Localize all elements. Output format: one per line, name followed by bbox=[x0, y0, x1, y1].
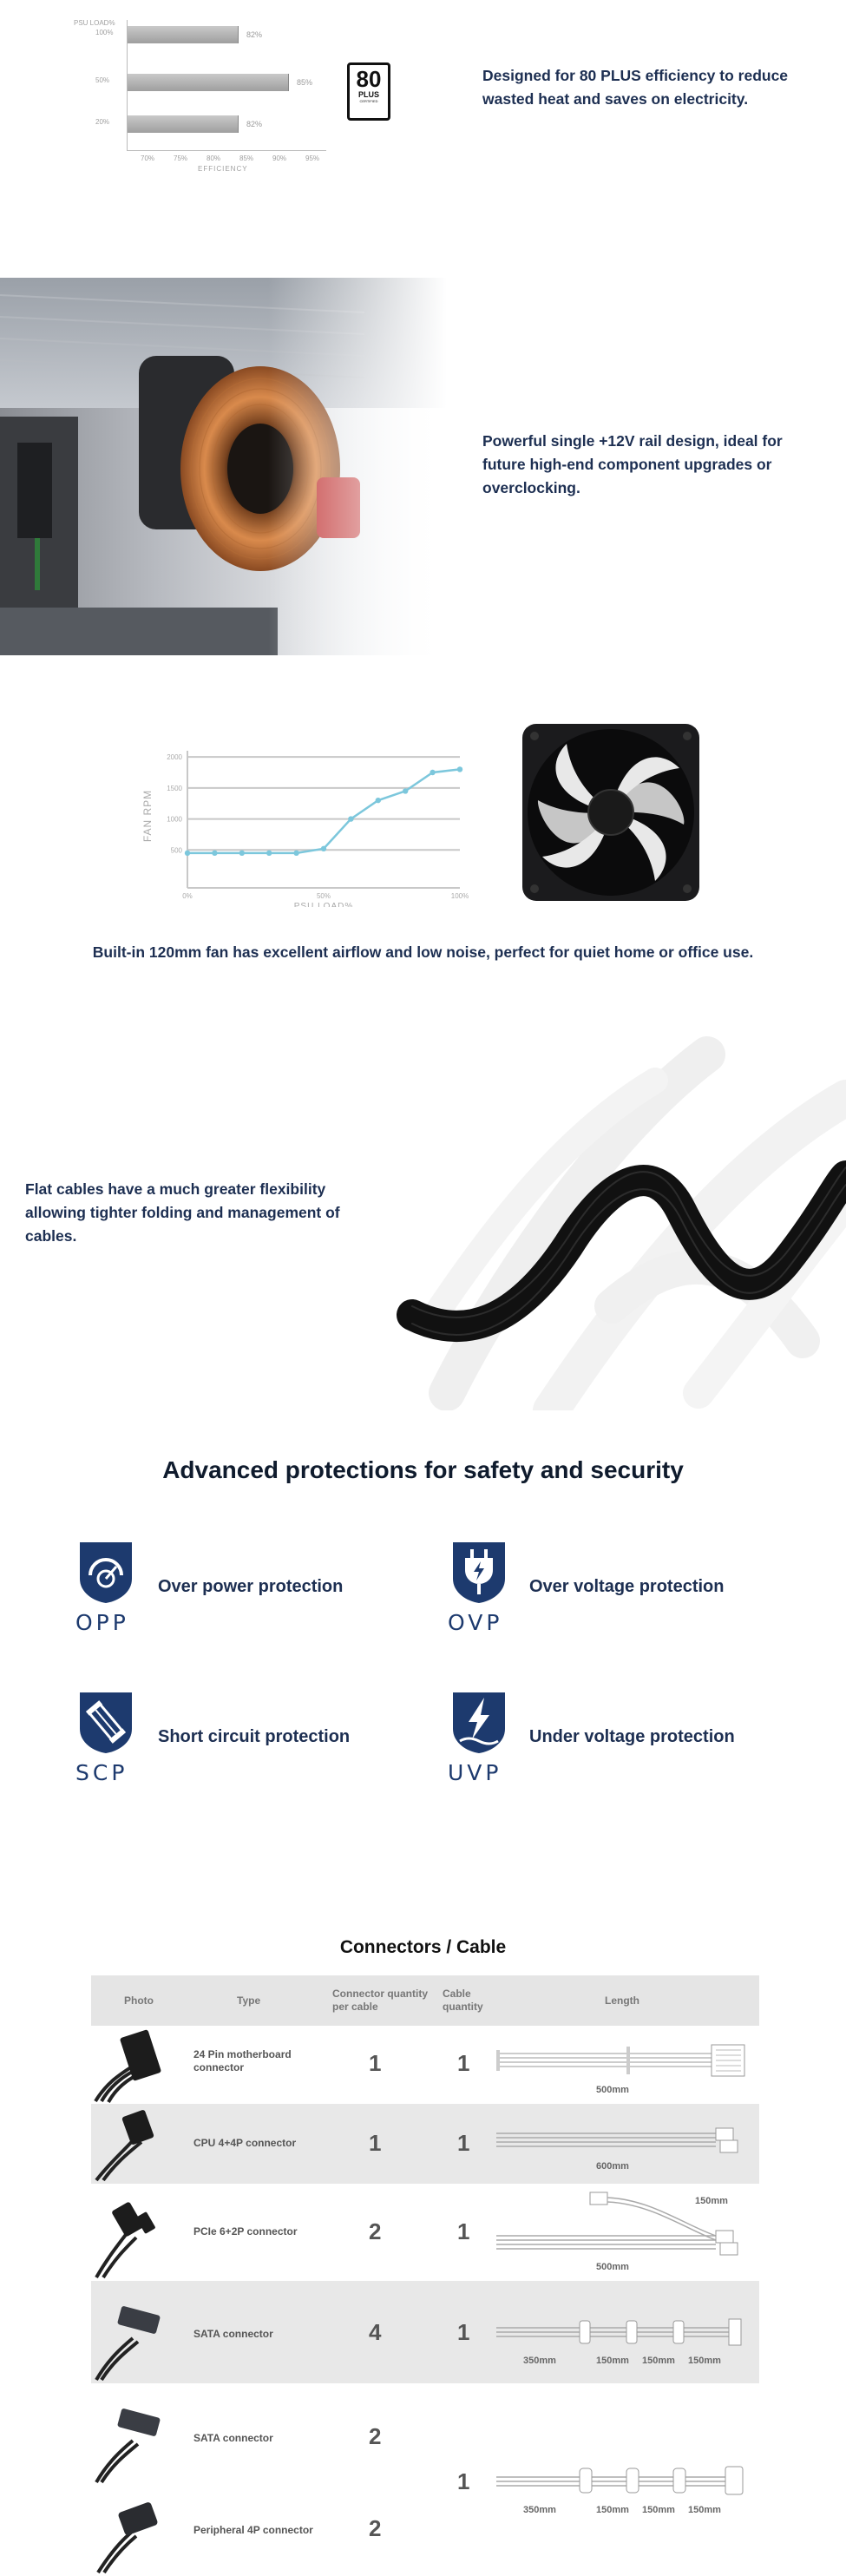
fuse-icon bbox=[78, 1691, 134, 1755]
fan-photo bbox=[519, 720, 703, 904]
x-axis-label: PSU LOAD% bbox=[293, 902, 354, 907]
protection-label: Under voltage protection bbox=[529, 1727, 735, 1746]
y-tick-label: 500 bbox=[170, 846, 182, 855]
connector-type bbox=[193, 2432, 273, 2445]
header-qty bbox=[332, 1988, 428, 2014]
data-point bbox=[321, 846, 326, 851]
header-qty-line1: Connector quantity bbox=[332, 1988, 428, 2000]
protection-abbr: UVP bbox=[448, 1760, 502, 1785]
x-tick: 95% bbox=[305, 154, 320, 162]
connector-photo-sata-2 bbox=[91, 2401, 174, 2484]
table-row bbox=[91, 2184, 759, 2281]
cable-length: 600mm bbox=[596, 2161, 629, 2172]
connector-type-line2: connector bbox=[193, 2061, 245, 2073]
protection-label: Over power protection bbox=[158, 1577, 344, 1596]
data-point bbox=[403, 788, 408, 793]
connector-type bbox=[193, 2225, 298, 2238]
data-point bbox=[266, 851, 272, 856]
cable-length: 150mm bbox=[642, 2356, 675, 2366]
cable-length: 150mm bbox=[596, 2505, 629, 2515]
rail-text: Powerful single +12V rail design, ideal for future high-end component upgrades or overclocking. bbox=[482, 432, 783, 496]
load-label-20: 20% bbox=[95, 118, 110, 126]
table-row bbox=[91, 2281, 759, 2383]
data-point bbox=[348, 816, 353, 821]
x-tick: 90% bbox=[272, 154, 287, 162]
gauge-icon bbox=[78, 1541, 134, 1605]
coil-photo bbox=[0, 278, 447, 655]
efficiency-text: Designed for 80 PLUS efficiency to reduce wasted heat and saves on electricity. bbox=[482, 67, 789, 108]
data-point bbox=[376, 798, 381, 803]
data-point bbox=[185, 851, 190, 856]
data-point bbox=[293, 851, 298, 856]
protection-label: Over voltage protection bbox=[529, 1577, 725, 1596]
connector-qty: 2 bbox=[369, 2423, 382, 2449]
connector-type bbox=[193, 2328, 273, 2341]
connector-type-line1: CPU 4+4P connector bbox=[193, 2137, 297, 2149]
cable-qty: 1 bbox=[457, 2468, 470, 2494]
series-line bbox=[187, 769, 460, 852]
header-length: Length bbox=[605, 1994, 639, 2007]
table-row bbox=[91, 2487, 759, 2576]
cable-diagram-24pin bbox=[495, 2043, 759, 2078]
cable-qty: 1 bbox=[457, 2130, 470, 2156]
x-tick: 70% bbox=[141, 154, 155, 162]
cable-length: 150mm bbox=[695, 2196, 728, 2206]
header-cable-line2: quantity bbox=[443, 2001, 483, 2013]
cables-text: Flat cables have a much greater flexibility allowing tighter folding and management of cables. bbox=[25, 1180, 340, 1245]
cable-length: 500mm bbox=[596, 2085, 629, 2095]
y-tick-label: 2000 bbox=[167, 753, 182, 762]
badge-number: 80 bbox=[356, 66, 382, 92]
header-cable-line1: Cable bbox=[443, 1988, 471, 2000]
protection-opp bbox=[75, 1541, 390, 1636]
y-axis-label: FAN RPM bbox=[141, 789, 154, 843]
coil-illustration bbox=[0, 278, 447, 655]
cable-length: 350mm bbox=[523, 2356, 556, 2366]
efficiency-bar-20 bbox=[128, 115, 239, 133]
protection-uvp bbox=[449, 1691, 779, 1786]
connector-qty: 4 bbox=[369, 2319, 382, 2345]
efficiency-chart bbox=[69, 16, 330, 172]
y-tick-label: 1500 bbox=[167, 784, 182, 792]
header-type: Type bbox=[237, 1994, 261, 2007]
table-row bbox=[91, 2104, 759, 2184]
badge-cert: CERTIFIED bbox=[359, 99, 378, 103]
connector-qty: 1 bbox=[369, 2050, 382, 2076]
data-point bbox=[430, 770, 435, 775]
connector-qty: 2 bbox=[369, 2515, 382, 2541]
protection-abbr: OVP bbox=[448, 1610, 503, 1635]
table-row bbox=[91, 2026, 759, 2104]
load-label-50: 50% bbox=[95, 76, 110, 84]
cable-length: 150mm bbox=[688, 2356, 721, 2366]
cable-diagram-cpu bbox=[495, 2125, 759, 2156]
load-axis-label: PSU LOAD% bbox=[74, 19, 115, 27]
connectors-title: Connectors / Cable bbox=[339, 1937, 507, 1957]
connector-type bbox=[193, 2137, 296, 2150]
cable-length: 150mm bbox=[596, 2356, 629, 2366]
data-point bbox=[212, 851, 217, 856]
x-tick-label: 0% bbox=[182, 892, 193, 900]
protection-label: Short circuit protection bbox=[158, 1727, 351, 1746]
protection-abbr: SCP bbox=[75, 1760, 128, 1785]
connector-photo-cpu bbox=[91, 2107, 174, 2182]
protection-abbr: OPP bbox=[75, 1610, 129, 1635]
protection-scp bbox=[75, 1691, 390, 1786]
connector-type-line1: SATA connector bbox=[193, 2328, 273, 2340]
connector-type-line1: 24 Pin motherboard bbox=[193, 2048, 292, 2060]
efficiency-value-50: 85% bbox=[297, 78, 313, 87]
header-cable bbox=[443, 1988, 483, 2014]
cable-qty: 1 bbox=[457, 2319, 470, 2345]
x-tick-label: 50% bbox=[316, 892, 331, 900]
protection-ovp bbox=[449, 1541, 779, 1636]
cable-length: 150mm bbox=[688, 2505, 721, 2515]
connector-photo-peripheral bbox=[91, 2494, 174, 2574]
fan-illustration bbox=[519, 720, 703, 904]
badge-plus: PLUS bbox=[357, 90, 379, 99]
connector-type-line1: PCIe 6+2P connector bbox=[193, 2225, 298, 2238]
connector-type-line1: Peripheral 4P connector bbox=[193, 2524, 313, 2536]
plug-bolt-icon bbox=[451, 1541, 507, 1605]
flat-cable-photo bbox=[395, 1028, 846, 1410]
y-tick-label: 1000 bbox=[167, 815, 182, 824]
efficiency-bar-100 bbox=[128, 26, 239, 43]
connector-photo-24pin bbox=[91, 2027, 174, 2104]
cable-length: 150mm bbox=[642, 2505, 675, 2515]
connector-photo-sata bbox=[91, 2290, 174, 2382]
header-photo: Photo bbox=[124, 1994, 154, 2007]
x-tick-label: 100% bbox=[450, 892, 469, 900]
x-tick: 80% bbox=[207, 154, 221, 162]
header-qty-line2: per cable bbox=[332, 2001, 378, 2013]
efficiency-bar-50 bbox=[128, 74, 289, 91]
cable-length: 350mm bbox=[523, 2505, 556, 2515]
table-header bbox=[91, 1975, 759, 2026]
connector-type-line1: SATA connector bbox=[193, 2432, 273, 2444]
connector-qty: 1 bbox=[369, 2130, 382, 2156]
80plus-badge bbox=[347, 62, 390, 121]
x-axis-label: EFFICIENCY bbox=[198, 165, 248, 173]
load-label-100: 100% bbox=[95, 29, 114, 36]
efficiency-value-20: 82% bbox=[246, 120, 263, 128]
efficiency-value-100: 82% bbox=[246, 30, 263, 39]
bolt-icon bbox=[451, 1691, 507, 1755]
cable-diagram-sata-peripheral bbox=[495, 2463, 759, 2498]
chart-x-axis bbox=[127, 150, 326, 151]
fan-rpm-chart bbox=[139, 742, 469, 907]
data-point bbox=[457, 766, 462, 772]
fan-text: Built-in 120mm fan has excellent airflow and low noise, perfect for quiet home or office use. bbox=[92, 943, 754, 961]
x-tick: 75% bbox=[174, 154, 188, 162]
connector-photo-pcie bbox=[91, 2196, 174, 2279]
flat-cable-illustration bbox=[395, 1028, 846, 1410]
fan-chart-svg bbox=[139, 742, 469, 907]
cable-diagram-sata bbox=[495, 2316, 759, 2347]
data-point bbox=[239, 851, 245, 856]
protections-title: Advanced protections for safety and security bbox=[162, 1456, 684, 1483]
cable-qty: 1 bbox=[457, 2050, 470, 2076]
connector-type bbox=[193, 2524, 313, 2537]
x-tick: 85% bbox=[239, 154, 254, 162]
connector-type bbox=[193, 2048, 292, 2074]
cable-qty: 1 bbox=[457, 2218, 470, 2244]
connector-qty: 2 bbox=[369, 2218, 382, 2244]
cable-length: 500mm bbox=[596, 2262, 629, 2272]
